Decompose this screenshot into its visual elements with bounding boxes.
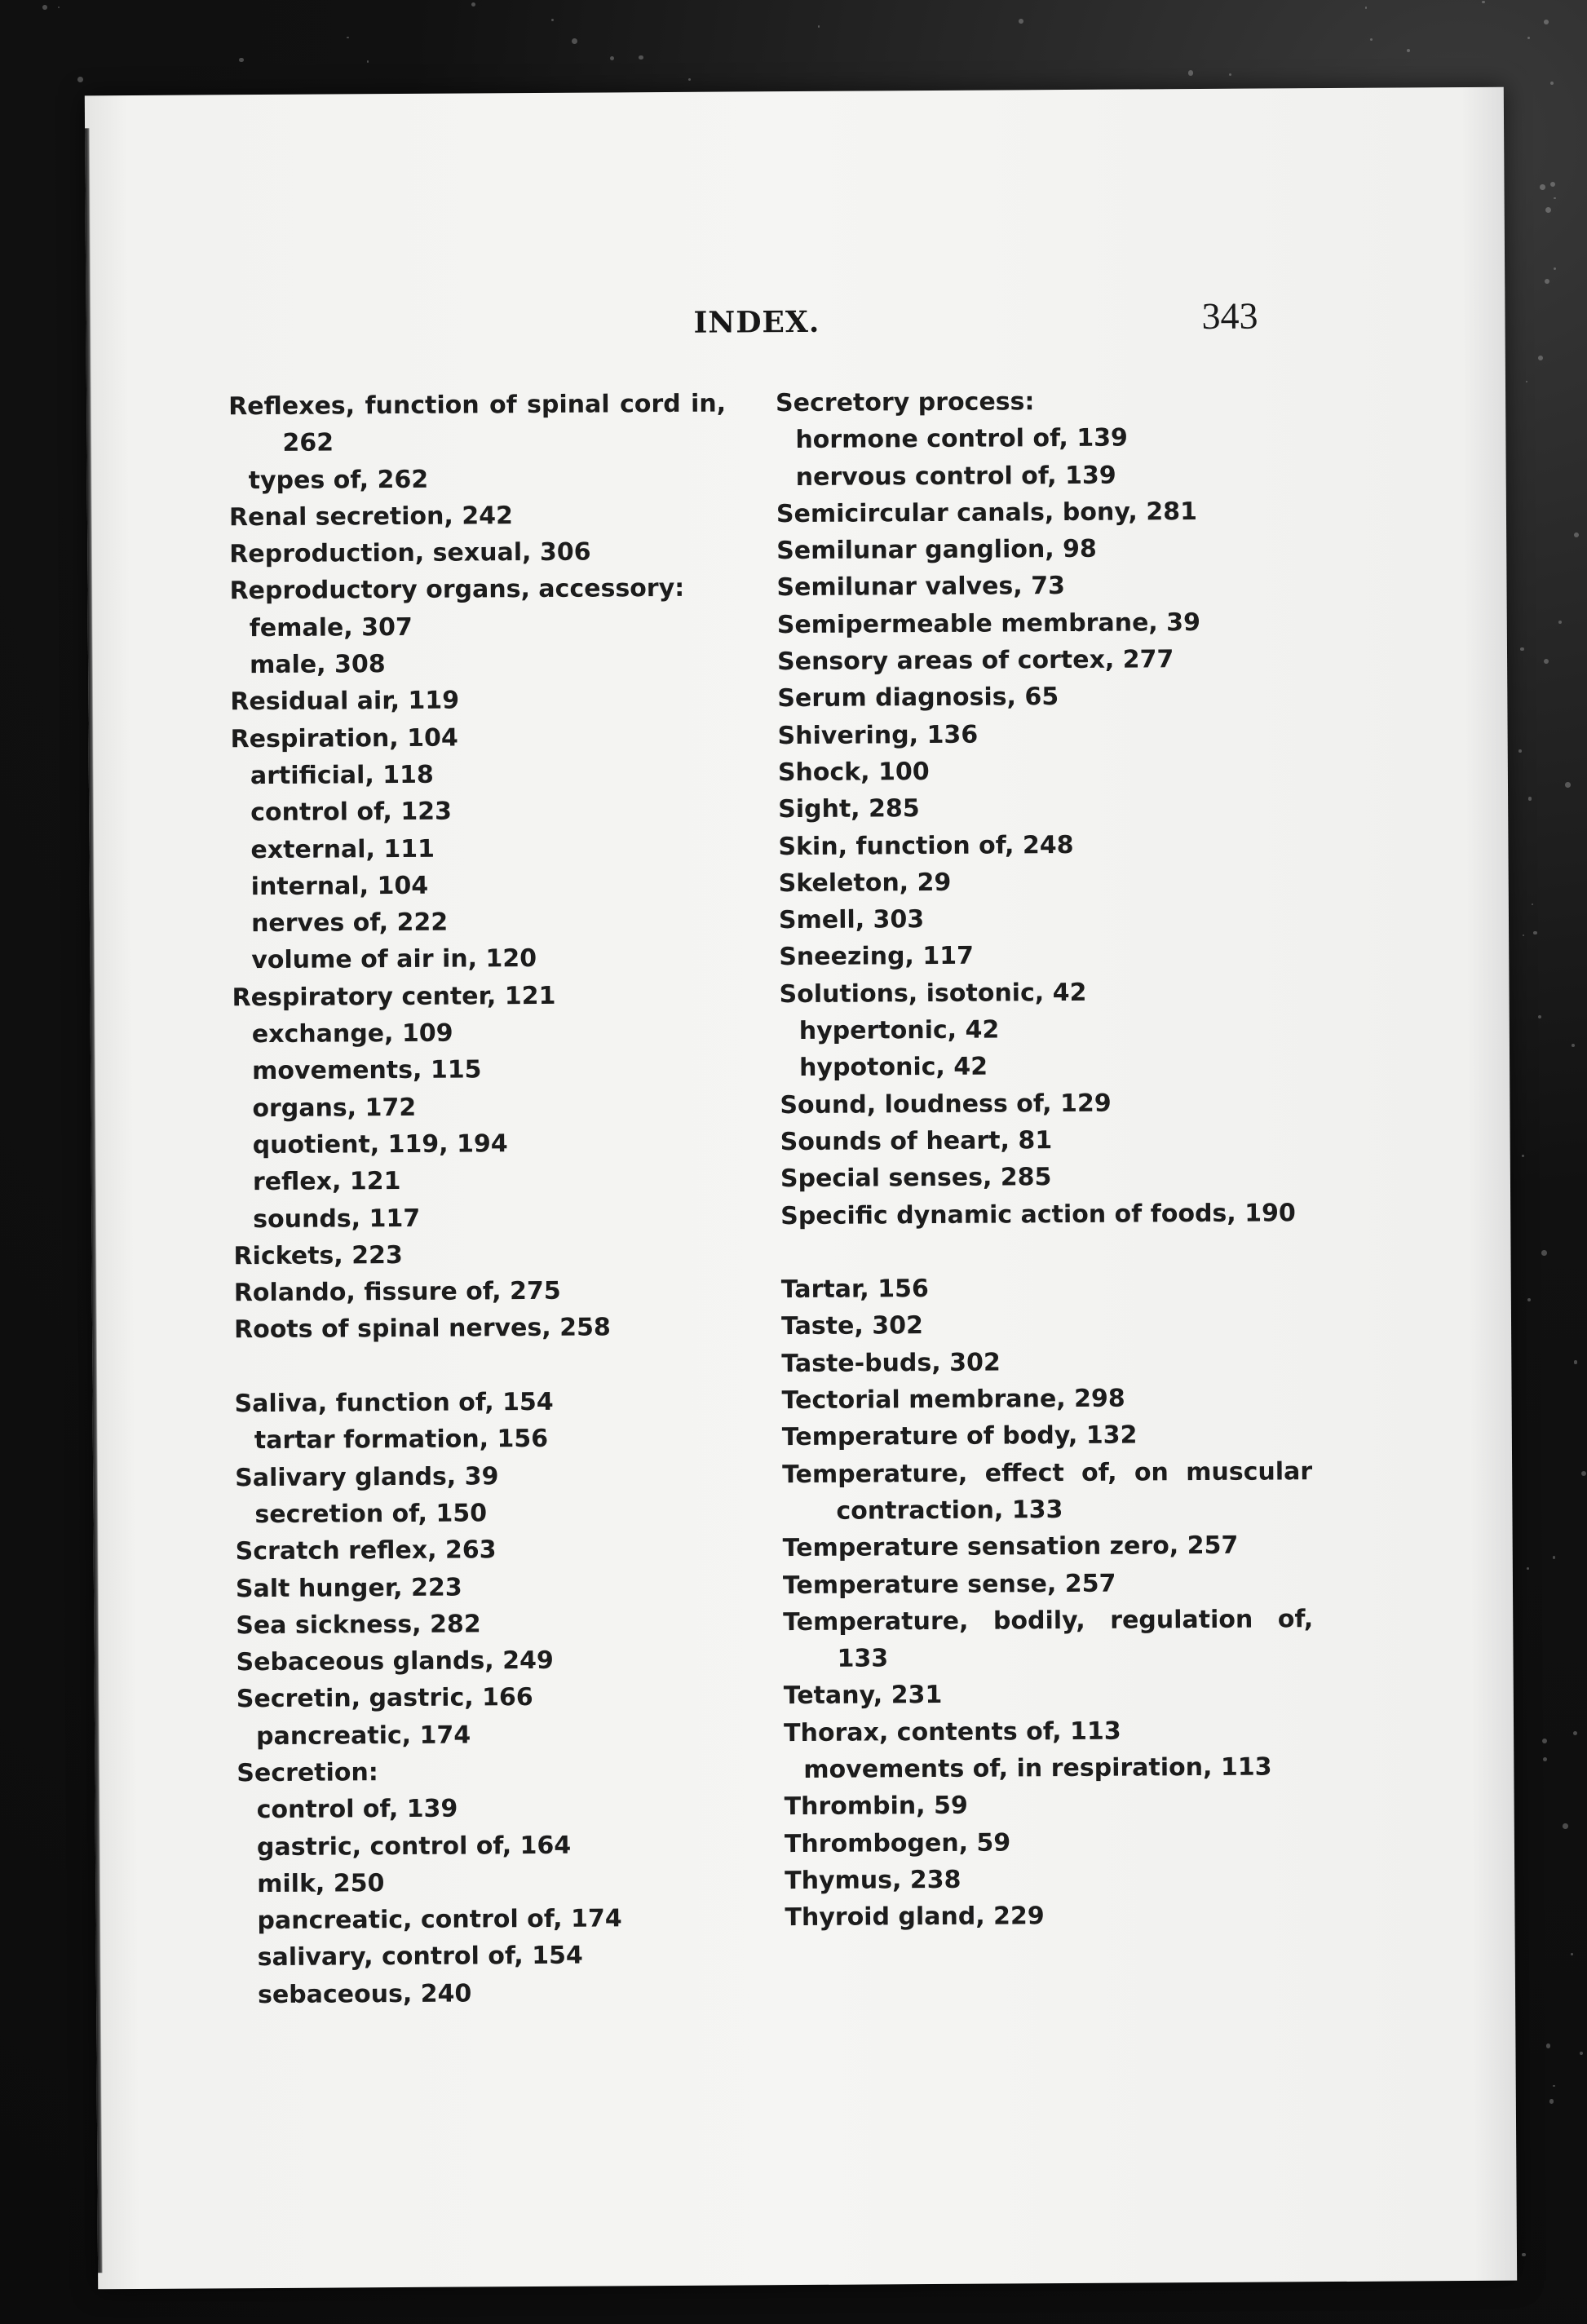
scan-dust-speck [1546, 2043, 1551, 2048]
scan-dust-speck [239, 58, 243, 62]
index-entry: Sneezing, 117 [779, 942, 975, 972]
index-entry: Sight, 285 [778, 794, 920, 824]
index-entry: Semilunar ganglion, 98 [776, 534, 1097, 566]
index-entry: Sebaceous glands, 249 [236, 1646, 554, 1677]
index-entry: Sensory areas of cortex, 277 [776, 645, 1174, 677]
index-subentry: milk, 250 [257, 1869, 385, 1898]
index-entry: Salivary glands, 39 [235, 1461, 499, 1492]
index-subentry: movements of, in respiration, 113 [803, 1752, 1272, 1784]
index-subentry: pancreatic, control of, 174 [257, 1904, 622, 1936]
scan-dust-speck [551, 19, 554, 21]
index-entry: Special senses, 285 [780, 1163, 1052, 1194]
index-entry: Temperature, bodily, regulation of, 133 [783, 1604, 1322, 1673]
index-entry: Thyroid gland, 229 [785, 1902, 1045, 1933]
scan-dust-speck [1528, 797, 1532, 800]
scan-dust-speck [1554, 267, 1556, 270]
scan-dust-speck [1482, 1, 1485, 4]
index-entry: Semicircular canals, bony, 281 [776, 497, 1198, 529]
index-subentry: quotient, 119, 194 [252, 1129, 508, 1160]
index-column-left [228, 386, 736, 2014]
index-subentry: male, 308 [249, 650, 386, 680]
index-subentry: control of, 139 [256, 1794, 458, 1825]
index-subentry: internal, 104 [250, 871, 429, 901]
scan-dust-speck [1572, 1044, 1575, 1047]
scan-dust-speck [1549, 2099, 1554, 2103]
scan-dust-speck [1523, 934, 1525, 937]
index-entry: Salt hunger, 223 [235, 1573, 462, 1603]
index-entry: Temperature sensation zero, 257 [782, 1531, 1239, 1563]
index-entry: Reproductory organs, accessory: [229, 574, 685, 606]
scan-dust-speck [1229, 73, 1231, 76]
scan-dust-speck [367, 60, 369, 63]
scan-dust-speck [1520, 647, 1523, 651]
index-entry: Rolando, fissure of, 275 [233, 1276, 561, 1308]
index-subentry: artificial, 118 [250, 760, 434, 791]
index-subentry: secretion of, 150 [254, 1499, 488, 1530]
index-entry: Reflexes, function of spinal cord in, 262 [228, 389, 735, 458]
scan-dust-speck [1563, 1823, 1568, 1829]
scan-dust-speck [1540, 184, 1545, 190]
scan-dust-speck [1558, 621, 1562, 624]
scan-dust-speck [1550, 82, 1554, 85]
index-entry: Semilunar valves, 73 [776, 572, 1066, 603]
scan-dust-speck [1365, 7, 1367, 8]
scan-dust-speck [1370, 38, 1373, 41]
index-subentry: control of, 123 [250, 797, 452, 828]
index-entry: Temperature sense, 257 [782, 1569, 1116, 1600]
index-subentry: sounds, 117 [253, 1204, 421, 1234]
index-entry: Reproduction, sexual, 306 [229, 537, 591, 569]
scan-dust-speck [1580, 2052, 1583, 2055]
scan-dust-speck [1538, 356, 1543, 360]
index-subentry: nerves of, 222 [250, 908, 449, 939]
book-page [85, 87, 1517, 2290]
index-subentry: hypertonic, 42 [798, 1015, 1000, 1046]
index-entry: Tetany, 231 [783, 1681, 943, 1711]
scan-dust-speck [1533, 931, 1537, 935]
index-entry: Taste, 302 [780, 1311, 924, 1341]
scan-dust-speck [818, 25, 820, 27]
scan-dust-speck [1532, 904, 1533, 905]
index-entry: Taste-buds, 302 [781, 1348, 1001, 1378]
index-subentry: reflex, 121 [252, 1167, 401, 1197]
index-subentry: tartar formation, 156 [254, 1425, 549, 1456]
index-subentry: types of, 262 [248, 465, 429, 495]
index-entry: Secretin, gastric, 166 [236, 1683, 533, 1714]
index-entry: Thrombogen, 59 [784, 1828, 1011, 1858]
index-entry: Tectorial membrane, 298 [781, 1384, 1125, 1416]
scan-dust-speck [610, 56, 615, 61]
scan-dust-speck [639, 55, 643, 60]
page-number: 343 [1201, 294, 1258, 337]
index-entry: Smell, 303 [778, 905, 925, 935]
index-subentry: external, 111 [250, 834, 435, 864]
scan-dust-speck [1541, 1250, 1547, 1256]
scan-dust-speck [1522, 2253, 1526, 2257]
scan-dust-speck [1573, 1731, 1577, 1735]
index-entry: Saliva, function of, 154 [234, 1387, 554, 1419]
index-entry: Shivering, 136 [777, 720, 979, 750]
index-entry: Roots of spinal nerves, 258 [233, 1313, 611, 1345]
index-entry: Rickets, 223 [233, 1240, 403, 1271]
index-entry: Respiratory center, 121 [232, 981, 556, 1013]
index-entry: Specific dynamic action of foods, 190 [780, 1198, 1296, 1230]
index-entry: Shock, 100 [777, 757, 930, 788]
scan-dust-speck [1553, 2085, 1555, 2088]
index-entry: Serum diagnosis, 65 [777, 683, 1059, 714]
scan-dust-speck [1550, 182, 1555, 187]
scan-dust-speck [1545, 279, 1549, 284]
scan-dust-speck [1544, 20, 1549, 24]
index-entry: Tartar, 156 [780, 1275, 929, 1305]
index-subentry: nervous control of, 139 [795, 461, 1116, 492]
scan-dust-speck [471, 2, 475, 7]
index-entry: Residual air, 119 [230, 686, 460, 717]
scan-dust-speck [1574, 1360, 1577, 1363]
scan-dust-speck [1527, 1298, 1531, 1301]
index-subentry: sebaceous, 240 [257, 1979, 472, 2009]
scan-dust-speck [1544, 659, 1549, 664]
index-entry: Secretion: [237, 1758, 378, 1788]
scan-dust-speck [1565, 782, 1571, 788]
index-subentry: gastric, control of, 164 [256, 1831, 572, 1862]
scan-dust-speck [1545, 207, 1551, 213]
index-entry: Secretory process: [776, 387, 1035, 418]
scan-dust-speck [58, 7, 60, 8]
scan-dust-speck [1188, 70, 1194, 76]
index-subentry: hypotonic, 42 [798, 1052, 988, 1083]
index-entry: Sea sickness, 282 [236, 1610, 481, 1641]
index-subentry: salivary, control of, 154 [257, 1942, 583, 1973]
index-entry: Thymus, 238 [785, 1865, 961, 1896]
scan-dust-speck [1526, 381, 1527, 382]
index-entry: Scratch reflex, 263 [235, 1535, 497, 1566]
index-entry: Temperature of body, 132 [781, 1420, 1138, 1452]
scan-dust-speck [42, 5, 47, 10]
scan-dust-speck [688, 78, 691, 81]
index-entry: Skeleton, 29 [778, 868, 952, 899]
index-entry: Renal secretion, 242 [228, 501, 514, 532]
scan-dust-speck [1571, 1953, 1573, 1955]
index-subentry: pancreatic, 174 [255, 1721, 471, 1751]
scan-dust-speck [1581, 1471, 1586, 1476]
index-subentry: volume of air in, 120 [251, 944, 537, 975]
running-head: INDEX. [693, 304, 820, 340]
index-entry: Skin, function of, 248 [778, 830, 1074, 861]
scan-dust-speck [1522, 1155, 1524, 1157]
index-subentry: female, 307 [249, 612, 413, 643]
index-subentry: exchange, 109 [251, 1018, 453, 1049]
scan-dust-speck [1527, 1567, 1529, 1570]
index-entry: Semipermeable membrane, 39 [776, 608, 1201, 639]
index-entry: Temperature, effect of, on muscular contraction, 133 [782, 1456, 1321, 1526]
scan-dust-speck [1553, 1556, 1555, 1558]
index-entry: Sounds of heart, 81 [780, 1126, 1053, 1157]
index-entry: Solutions, isotonic, 42 [779, 978, 1087, 1009]
scan-dust-speck [1574, 532, 1579, 537]
index-entry: Respiration, 104 [230, 723, 458, 753]
scan-dust-speck [1554, 197, 1556, 200]
scan-dust-speck [1543, 1757, 1547, 1761]
scan-dust-speck [572, 38, 577, 44]
scan-dust-speck [1518, 749, 1522, 753]
index-column-right [776, 382, 1322, 1936]
binding-gutter [85, 128, 103, 2273]
scan-dust-speck [1538, 1015, 1541, 1018]
scan-dust-speck [1542, 1739, 1547, 1743]
scan-dust-speck [77, 77, 83, 82]
scan-dust-speck [347, 37, 348, 38]
index-entry: Thorax, contents of, 113 [783, 1716, 1121, 1747]
index-entry: Thrombin, 59 [784, 1792, 968, 1822]
section-gap [234, 1345, 732, 1385]
index-entry: Sound, loudness of, 129 [780, 1089, 1112, 1120]
index-subentry: organs, 172 [252, 1093, 417, 1123]
scan-dust-speck [1407, 49, 1410, 52]
scan-dust-speck [1527, 37, 1530, 39]
section-gap [780, 1231, 1311, 1271]
scan-dust-speck [1019, 19, 1023, 24]
index-subentry: hormone control of, 139 [795, 423, 1128, 455]
index-subentry: movements, 115 [252, 1055, 482, 1086]
